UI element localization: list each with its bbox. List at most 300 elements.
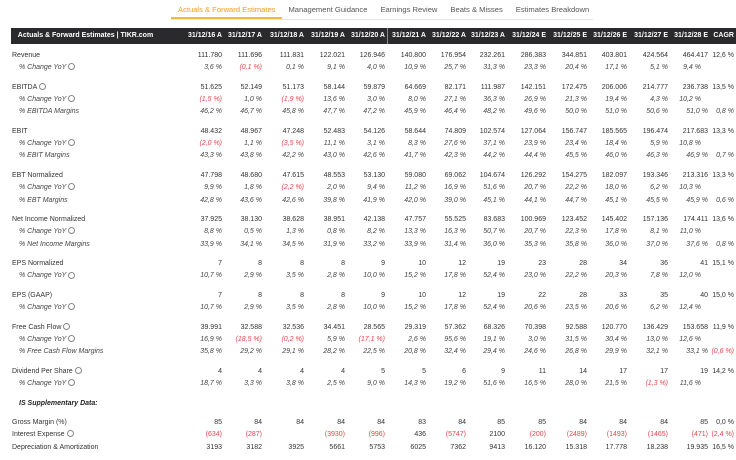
info-icon[interactable] bbox=[68, 227, 75, 234]
cagr-cell: 0,8 % bbox=[716, 240, 734, 248]
value-cell: 43,6 % bbox=[240, 196, 262, 204]
value-cell: 95,6 % bbox=[444, 335, 466, 343]
value-cell: 28,2 % bbox=[323, 348, 345, 356]
row-label bbox=[12, 429, 74, 441]
value-cell: 17 bbox=[660, 367, 668, 375]
value-cell: 156.747 bbox=[561, 127, 587, 135]
value-cell: (287) bbox=[245, 431, 262, 439]
value-cell: 46,9 % bbox=[686, 152, 708, 160]
value-cell: 36 bbox=[660, 260, 668, 268]
cagr-cell: 13,5 % bbox=[712, 83, 734, 91]
value-cell: 5661 bbox=[329, 443, 345, 451]
value-cell: 3,0 % bbox=[367, 96, 385, 104]
table-row bbox=[0, 214, 736, 226]
value-cell: 38.130 bbox=[240, 216, 262, 224]
value-cell: 127.064 bbox=[520, 127, 546, 135]
column-header-date[interactable]: 31/12/16 A bbox=[188, 32, 222, 39]
column-header-cagr[interactable]: CAGR bbox=[713, 32, 734, 39]
value-cell: 9,4 % bbox=[367, 184, 385, 192]
table-row bbox=[0, 366, 736, 378]
table-row bbox=[0, 322, 736, 334]
value-cell: 14,3 % bbox=[404, 380, 426, 388]
value-cell: 38.951 bbox=[323, 216, 345, 224]
value-cell: 46,3 % bbox=[646, 152, 668, 160]
value-cell: 154.275 bbox=[561, 171, 587, 179]
info-icon[interactable] bbox=[63, 323, 70, 330]
info-icon[interactable] bbox=[68, 379, 75, 386]
info-icon[interactable] bbox=[68, 303, 75, 310]
column-header-date[interactable]: 31/12/20 A bbox=[351, 32, 385, 39]
value-cell: 34,1 % bbox=[240, 240, 262, 248]
column-header-date[interactable]: 31/12/27 E bbox=[634, 32, 668, 39]
value-cell: 0,5 % bbox=[244, 228, 262, 236]
row-label-text: Free Cash Flow bbox=[12, 323, 62, 331]
value-cell: 4,3 % bbox=[650, 96, 668, 104]
value-cell: 126.946 bbox=[359, 52, 385, 59]
value-cell: 20,6 % bbox=[605, 304, 627, 312]
value-cell: 51,6 % bbox=[483, 184, 505, 192]
value-cell: 20,7 % bbox=[524, 228, 546, 236]
value-cell: 31,5 % bbox=[565, 335, 587, 343]
value-cell: 42,3 % bbox=[444, 152, 466, 160]
value-cell: 153.658 bbox=[682, 323, 708, 331]
row-label bbox=[19, 138, 75, 150]
row-label-text: EPS (GAAP) bbox=[12, 291, 53, 299]
value-cell: 19 bbox=[700, 367, 708, 375]
value-cell: 1,8 % bbox=[244, 184, 262, 192]
column-header-date[interactable]: 31/12/26 E bbox=[593, 32, 627, 39]
value-cell: 123.452 bbox=[561, 216, 587, 224]
cagr-cell: 11,9 % bbox=[712, 323, 734, 331]
row-label-text: Gross Margin (%) bbox=[12, 419, 67, 426]
value-cell: 19 bbox=[497, 260, 505, 268]
value-cell: 111.696 bbox=[237, 52, 262, 59]
value-cell: 8,2 % bbox=[367, 228, 385, 236]
row-label bbox=[12, 417, 67, 429]
table-row bbox=[0, 378, 736, 390]
value-cell: 29,2 % bbox=[240, 348, 262, 356]
value-cell: 57.362 bbox=[444, 323, 466, 331]
column-header-date[interactable]: 31/12/21 A bbox=[392, 32, 426, 39]
value-cell: 424.564 bbox=[642, 52, 668, 59]
row-label bbox=[19, 106, 79, 118]
value-cell: (1,3 %) bbox=[645, 380, 668, 388]
value-cell: 23 bbox=[538, 260, 546, 268]
value-cell: 35,8 % bbox=[565, 240, 587, 248]
value-cell: 10,9 % bbox=[404, 64, 426, 72]
info-icon[interactable] bbox=[68, 139, 75, 146]
value-cell: 8 bbox=[258, 260, 262, 268]
value-cell: (1,9 %) bbox=[281, 96, 304, 104]
info-icon[interactable] bbox=[75, 367, 82, 374]
value-cell: 7 bbox=[218, 260, 222, 268]
row-label-text: EPS Normalized bbox=[12, 260, 64, 268]
value-cell: 286.383 bbox=[520, 52, 546, 59]
value-cell: 15.318 bbox=[565, 443, 587, 451]
value-cell: 174.411 bbox=[683, 216, 708, 224]
value-cell: 28,0 % bbox=[565, 380, 587, 388]
value-cell: 20,8 % bbox=[404, 348, 426, 356]
tab-bar bbox=[171, 0, 593, 20]
value-cell: 100.969 bbox=[520, 216, 546, 224]
value-cell: 28 bbox=[579, 291, 587, 299]
value-cell: 142.151 bbox=[520, 83, 546, 91]
value-cell: 51,0 % bbox=[686, 108, 708, 116]
value-cell: 157.136 bbox=[642, 216, 668, 224]
value-cell: 55.525 bbox=[444, 216, 466, 224]
value-cell: 193.346 bbox=[642, 171, 668, 179]
value-cell: 11,2 % bbox=[404, 184, 426, 192]
value-cell: 19,4 % bbox=[605, 96, 627, 104]
column-header-date[interactable]: 31/12/23 A bbox=[471, 32, 505, 39]
value-cell: 32.536 bbox=[282, 323, 304, 331]
value-cell: 84 bbox=[377, 419, 385, 426]
value-cell: 52.149 bbox=[240, 83, 262, 91]
row-label-text: Interest Expense bbox=[12, 431, 65, 439]
row-label-text: % Net Income Margins bbox=[19, 240, 90, 248]
table-row bbox=[0, 195, 736, 207]
value-cell: 111.780 bbox=[197, 52, 222, 59]
value-cell: 40 bbox=[700, 291, 708, 299]
row-label-text: % Change YoY bbox=[19, 272, 67, 280]
cagr-cell: 16,5 % bbox=[712, 443, 734, 451]
value-cell: 5,1 % bbox=[650, 64, 668, 72]
value-cell: 403.801 bbox=[601, 52, 627, 59]
value-cell: 25,7 % bbox=[444, 64, 466, 72]
row-label bbox=[19, 195, 68, 207]
table-row bbox=[0, 302, 736, 314]
value-cell: 34,5 % bbox=[282, 240, 304, 248]
value-cell: 8 bbox=[258, 291, 262, 299]
value-cell: 45,9 % bbox=[404, 108, 426, 116]
value-cell: 36,0 % bbox=[605, 240, 627, 248]
table-row bbox=[0, 170, 736, 182]
value-cell: 58.644 bbox=[404, 127, 426, 135]
value-cell: 33,2 % bbox=[363, 240, 385, 248]
tab-estimates-breakdown[interactable]: Estimates Breakdown bbox=[515, 5, 590, 14]
value-cell: 46,4 % bbox=[444, 108, 466, 116]
value-cell: 46,7 % bbox=[240, 108, 262, 116]
value-cell: 26,9 % bbox=[524, 96, 546, 104]
value-cell: 4 bbox=[341, 367, 345, 375]
value-cell: 84 bbox=[254, 419, 262, 426]
row-label bbox=[19, 226, 75, 238]
value-cell: 52,4 % bbox=[483, 272, 505, 280]
actuals-estimates-divider bbox=[387, 28, 388, 44]
value-cell: 45,5 % bbox=[646, 196, 668, 204]
value-cell: 39,0 % bbox=[444, 196, 466, 204]
value-cell: 15,2 % bbox=[404, 272, 426, 280]
value-cell: 23,4 % bbox=[565, 140, 587, 148]
value-cell: 30,4 % bbox=[605, 335, 627, 343]
value-cell: 31,4 % bbox=[444, 240, 466, 248]
value-cell: 21,3 % bbox=[565, 96, 587, 104]
value-cell: 84 bbox=[296, 419, 304, 426]
value-cell: 140.800 bbox=[400, 52, 426, 59]
row-label bbox=[12, 214, 85, 226]
value-cell: 84 bbox=[619, 419, 627, 426]
cagr-cell: (2,4 %) bbox=[711, 431, 734, 439]
column-header-date[interactable]: 31/12/24 E bbox=[512, 32, 546, 39]
row-label bbox=[19, 239, 90, 251]
value-cell: 37.925 bbox=[200, 216, 222, 224]
value-cell: 12 bbox=[458, 260, 466, 268]
value-cell: 10,2 % bbox=[679, 96, 701, 104]
value-cell: 85 bbox=[700, 419, 708, 426]
value-cell: (1465) bbox=[647, 431, 668, 439]
value-cell: 19,1 % bbox=[483, 335, 505, 343]
value-cell: 35,3 % bbox=[524, 240, 546, 248]
value-cell: 0,8 % bbox=[327, 228, 345, 236]
row-label-text: EBITDA bbox=[12, 83, 38, 91]
value-cell: 8,0 % bbox=[408, 96, 426, 104]
value-cell: 122.021 bbox=[319, 52, 345, 59]
value-cell: 50,7 % bbox=[483, 228, 505, 236]
value-cell: 18,0 % bbox=[605, 184, 627, 192]
value-cell: 34 bbox=[619, 260, 627, 268]
row-label bbox=[12, 126, 28, 138]
value-cell: 10,7 % bbox=[200, 272, 222, 280]
value-cell: 11,6 % bbox=[679, 380, 701, 388]
value-cell: 12 bbox=[458, 291, 466, 299]
value-cell: 436 bbox=[414, 431, 426, 439]
table-header bbox=[11, 28, 736, 44]
value-cell: 47,2 % bbox=[363, 108, 385, 116]
value-cell: 3,8 % bbox=[286, 380, 304, 388]
value-cell: 23,5 % bbox=[565, 304, 587, 312]
value-cell: 37,1 % bbox=[483, 140, 505, 148]
row-label bbox=[12, 82, 46, 94]
value-cell: 37,6 % bbox=[686, 240, 708, 248]
value-cell: 5,9 % bbox=[650, 140, 668, 148]
column-header-date[interactable]: 31/12/18 A bbox=[270, 32, 304, 39]
value-cell: 17.778 bbox=[605, 443, 627, 451]
cagr-cell: 0,6 % bbox=[716, 196, 734, 204]
value-cell: (0,2 %) bbox=[281, 335, 304, 343]
tab-management-guidance[interactable]: Management Guidance bbox=[288, 5, 368, 14]
value-cell: 136.429 bbox=[642, 323, 668, 331]
value-cell: 3925 bbox=[288, 443, 304, 451]
row-label bbox=[19, 346, 103, 358]
value-cell: 3,3 % bbox=[244, 380, 262, 388]
value-cell: 85 bbox=[497, 419, 505, 426]
value-cell: 45,5 % bbox=[565, 152, 587, 160]
value-cell: 17 bbox=[619, 367, 627, 375]
row-label bbox=[19, 334, 75, 346]
value-cell: 8,1 % bbox=[650, 228, 668, 236]
value-cell: 120.770 bbox=[601, 323, 627, 331]
table-title: Actuals & Forward Estimates | TIKR.com bbox=[17, 32, 154, 39]
row-label-text: Dividend Per Share bbox=[12, 367, 73, 375]
value-cell: 45,1 % bbox=[483, 196, 505, 204]
info-icon[interactable] bbox=[68, 95, 75, 102]
value-cell: 2,9 % bbox=[244, 304, 262, 312]
value-cell: 28.565 bbox=[363, 323, 385, 331]
cagr-cell: 0,0 % bbox=[716, 419, 734, 426]
row-label bbox=[19, 398, 98, 410]
value-cell: 3182 bbox=[246, 443, 262, 451]
value-cell: 44,7 % bbox=[565, 196, 587, 204]
info-icon[interactable] bbox=[68, 335, 75, 342]
table-row bbox=[0, 417, 736, 429]
info-icon[interactable] bbox=[68, 183, 75, 190]
value-cell: 22 bbox=[538, 291, 546, 299]
value-cell: 23,0 % bbox=[524, 272, 546, 280]
column-header-date[interactable]: 31/12/28 E bbox=[674, 32, 708, 39]
value-cell: 10,3 % bbox=[679, 184, 701, 192]
value-cell: 48.680 bbox=[240, 171, 262, 179]
value-cell: 1,1 % bbox=[244, 140, 262, 148]
value-cell: 11 bbox=[538, 367, 546, 375]
value-cell: 49,6 % bbox=[524, 108, 546, 116]
value-cell: 53.130 bbox=[363, 171, 385, 179]
value-cell: 8,3 % bbox=[408, 140, 426, 148]
value-cell: 50,0 % bbox=[565, 108, 587, 116]
value-cell: 48.553 bbox=[323, 171, 345, 179]
value-cell: 7,8 % bbox=[650, 272, 668, 280]
value-cell: 23,9 % bbox=[524, 140, 546, 148]
value-cell: 5753 bbox=[369, 443, 385, 451]
row-label bbox=[19, 182, 75, 194]
table-row bbox=[0, 239, 736, 251]
value-cell: 43,8 % bbox=[240, 152, 262, 160]
value-cell: 84 bbox=[458, 419, 466, 426]
column-header-date[interactable]: 31/12/19 A bbox=[311, 32, 345, 39]
value-cell: 13,6 % bbox=[323, 96, 345, 104]
cagr-cell: 14,2 % bbox=[712, 367, 734, 375]
value-cell: 45,9 % bbox=[686, 196, 708, 204]
value-cell: 2,0 % bbox=[327, 184, 345, 192]
value-cell: 21,5 % bbox=[605, 380, 627, 388]
value-cell: (2,2 %) bbox=[281, 184, 304, 192]
value-cell: 18,7 % bbox=[200, 380, 222, 388]
value-cell: (3930) bbox=[324, 431, 345, 439]
value-cell: 42,8 % bbox=[200, 196, 222, 204]
value-cell: 9,0 % bbox=[367, 380, 385, 388]
column-header-date[interactable]: 31/12/22 A bbox=[432, 32, 466, 39]
column-header-date[interactable]: 31/12/17 A bbox=[228, 32, 262, 39]
value-cell: 48.432 bbox=[200, 127, 222, 135]
value-cell: 47.615 bbox=[282, 171, 304, 179]
value-cell: 17,8 % bbox=[605, 228, 627, 236]
info-icon[interactable] bbox=[67, 430, 74, 437]
value-cell: 10,0 % bbox=[363, 304, 385, 312]
value-cell: 9,1 % bbox=[327, 64, 345, 72]
value-cell: 206.006 bbox=[601, 83, 627, 91]
value-cell: 104.674 bbox=[479, 171, 505, 179]
row-label-text: % Free Cash Flow Margins bbox=[19, 348, 104, 356]
value-cell: 48,2 % bbox=[483, 108, 505, 116]
value-cell: 36,0 % bbox=[483, 240, 505, 248]
value-cell: 17,8 % bbox=[444, 304, 466, 312]
value-cell: 51.173 bbox=[282, 83, 304, 91]
value-cell: 58.144 bbox=[323, 83, 345, 91]
value-cell: 82.171 bbox=[444, 83, 466, 91]
value-cell: 6025 bbox=[410, 443, 426, 451]
value-cell: 3,0 % bbox=[528, 335, 546, 343]
value-cell: 22,2 % bbox=[565, 184, 587, 192]
value-cell: 42,0 % bbox=[404, 196, 426, 204]
value-cell: 44,1 % bbox=[524, 196, 546, 204]
value-cell: 10 bbox=[418, 291, 426, 299]
value-cell: 84 bbox=[337, 419, 345, 426]
row-label-text: % Change YoY bbox=[19, 184, 67, 192]
value-cell: 15,2 % bbox=[404, 304, 426, 312]
value-cell: 126.292 bbox=[520, 171, 546, 179]
table-row bbox=[0, 94, 736, 106]
value-cell: 39.991 bbox=[200, 323, 222, 331]
value-cell: 196.474 bbox=[642, 127, 668, 135]
table-row bbox=[0, 138, 736, 150]
value-cell: 29,1 % bbox=[282, 348, 304, 356]
value-cell: 54.126 bbox=[363, 127, 385, 135]
value-cell: (996) bbox=[368, 431, 385, 439]
value-cell: 2,8 % bbox=[327, 272, 345, 280]
value-cell: 14 bbox=[579, 367, 587, 375]
tab-beats-misses[interactable]: Beats & Misses bbox=[450, 5, 503, 14]
section-header bbox=[0, 398, 736, 410]
value-cell: 9413 bbox=[489, 443, 505, 451]
value-cell: 42,6 % bbox=[282, 196, 304, 204]
value-cell: 19 bbox=[497, 291, 505, 299]
info-icon[interactable] bbox=[39, 83, 46, 90]
value-cell: 47.798 bbox=[200, 171, 222, 179]
row-label bbox=[19, 302, 75, 314]
row-label-text: % Change YoY bbox=[19, 96, 67, 104]
row-label-text: % Change YoY bbox=[19, 380, 67, 388]
value-cell: 2,9 % bbox=[244, 272, 262, 280]
value-cell: (471) bbox=[691, 431, 708, 439]
row-label bbox=[19, 62, 75, 74]
value-cell: 0,1 % bbox=[286, 64, 304, 72]
info-icon[interactable] bbox=[68, 63, 75, 70]
value-cell: 19.935 bbox=[686, 443, 708, 451]
value-cell: 16,9 % bbox=[444, 184, 466, 192]
row-label bbox=[12, 366, 82, 378]
value-cell: 4 bbox=[218, 367, 222, 375]
value-cell: 24,6 % bbox=[524, 348, 546, 356]
value-cell: 20,3 % bbox=[605, 272, 627, 280]
value-cell: 42,6 % bbox=[363, 152, 385, 160]
value-cell: 5 bbox=[381, 367, 385, 375]
row-label-text: EBIT bbox=[12, 127, 28, 135]
value-cell: (17,1 %) bbox=[358, 335, 385, 343]
value-cell: 2,6 % bbox=[408, 335, 426, 343]
info-icon[interactable] bbox=[68, 272, 75, 279]
value-cell: 48.967 bbox=[240, 127, 262, 135]
cagr-cell: 15,0 % bbox=[712, 291, 734, 299]
value-cell: 8 bbox=[341, 260, 345, 268]
value-cell: 19,2 % bbox=[444, 380, 466, 388]
tab-earnings-review[interactable]: Earnings Review bbox=[380, 5, 438, 14]
value-cell: 9 bbox=[501, 367, 505, 375]
value-cell: 18.238 bbox=[646, 443, 668, 451]
value-cell: 6,2 % bbox=[650, 304, 668, 312]
row-label-text: % Change YoY bbox=[19, 335, 67, 343]
value-cell: 83.683 bbox=[483, 216, 505, 224]
value-cell: 16,5 % bbox=[524, 380, 546, 388]
row-label bbox=[12, 170, 63, 182]
cagr-cell: 13,3 % bbox=[712, 171, 734, 179]
column-header-date[interactable]: 31/12/25 E bbox=[553, 32, 587, 39]
value-cell: 70.398 bbox=[524, 323, 546, 331]
value-cell: 8 bbox=[300, 260, 304, 268]
value-cell: 5,9 % bbox=[327, 335, 345, 343]
table-row bbox=[0, 150, 736, 162]
tab-actuals-forward-estimates[interactable]: Actuals & Forward Estimates bbox=[178, 0, 275, 18]
value-cell: 3193 bbox=[206, 443, 222, 451]
value-cell: 185.565 bbox=[601, 127, 627, 135]
